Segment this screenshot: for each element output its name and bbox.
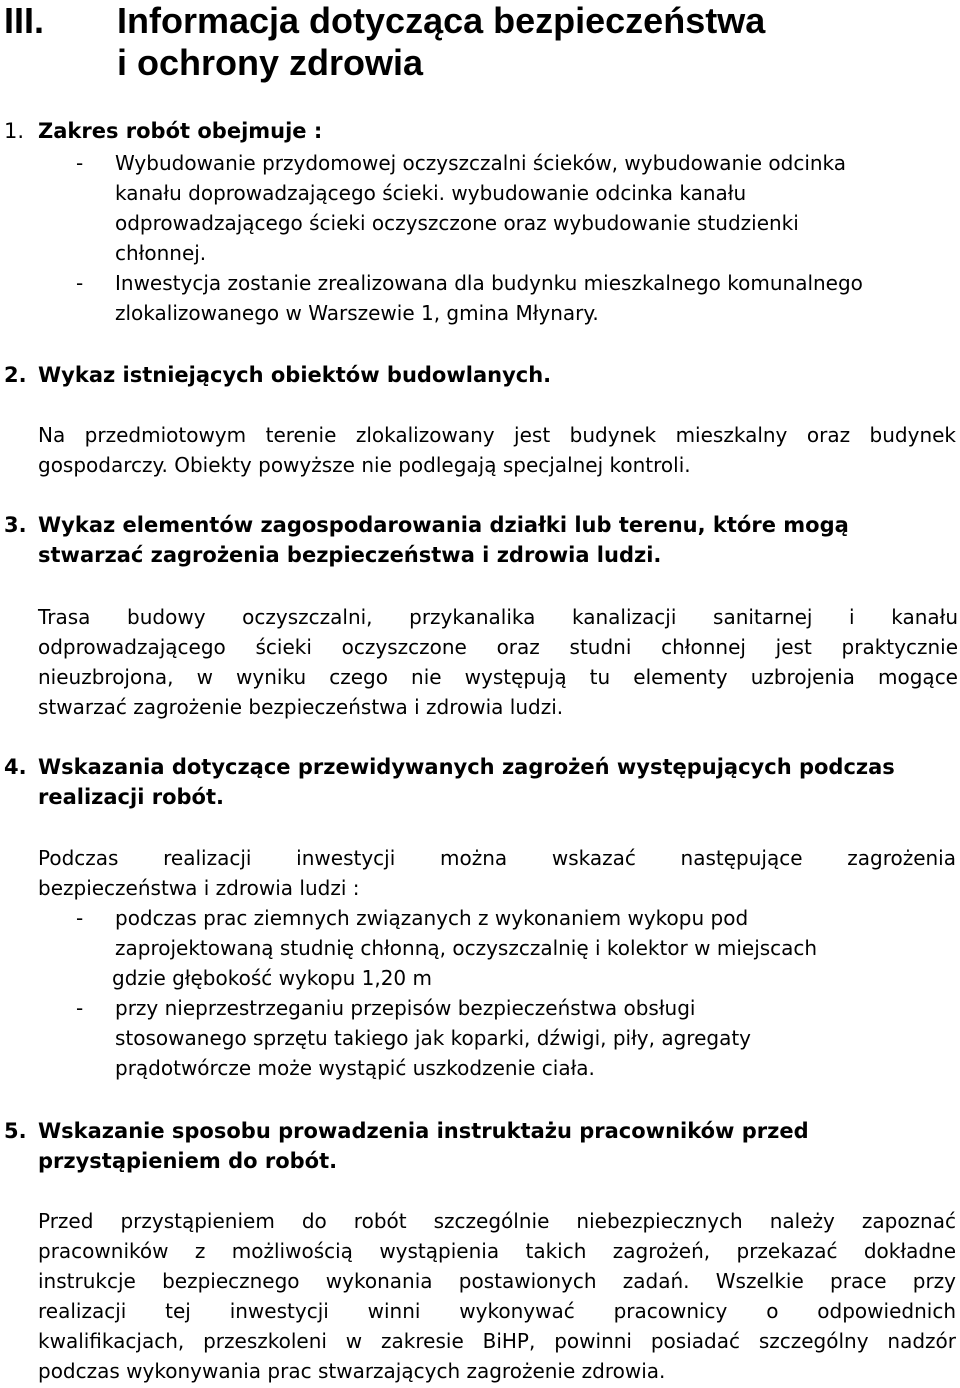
section-4-item-2-line: przy nieprzestrzeganiu przepisów bezpieczeństwa obsługi — [115, 996, 696, 1020]
section-4-item-2-line: prądotwórcze może wystąpić uszkodzenie ciała. — [115, 1056, 595, 1080]
section-2-paragraph-line: Na przedmiotowym terenie zlokalizowany jest budynek mieszkalny oraz budynek — [38, 423, 956, 447]
section-4-number: 4. — [4, 755, 27, 779]
chapter-title-line-1: Informacja dotycząca bezpieczeństwa — [117, 0, 766, 41]
chapter-number: III. — [4, 0, 45, 41]
section-5-title-line: Wskazanie sposobu prowadzenia instruktażu pracowników przed — [38, 1119, 809, 1143]
section-5-paragraph-line: podczas wykonywania prac stwarzających zagrożenie zdrowia. — [38, 1359, 666, 1383]
section-1-item-2-bullet: - — [76, 271, 84, 295]
section-3-title-line: Wykaz elementów zagospodarowania działki lub terenu, które mogą — [38, 513, 849, 537]
section-1-number: 1. — [4, 119, 25, 143]
section-5-paragraph-line: instrukcje bezpiecznego wykonania postawionych zadań. Wszelkie prace przy — [38, 1269, 956, 1293]
section-4-item-2-line: stosowanego sprzętu takiego jak koparki, dźwigi, piły, agregaty — [115, 1026, 751, 1050]
section-4-item-1-line: zaprojektowaną studnię chłonną, oczyszczalnię i kolektor w miejscach — [115, 936, 818, 960]
section-1-item-1-bullet: - — [76, 151, 84, 175]
section-5-paragraph-line: kwalifikacjach, przeszkoleni w zakresie BiHP, powinni posiadać szczególny nadzór — [38, 1329, 956, 1353]
section-1-item-1-line: odprowadzającego ścieki oczyszczone oraz wybudowanie studzienki — [115, 211, 799, 235]
section-4-item-2-bullet: - — [76, 996, 84, 1020]
section-1-item-1-line: chłonnej. — [115, 241, 207, 265]
section-3-paragraph-line: stwarzać zagrożenie bezpieczeństwa i zdrowia ludzi. — [38, 695, 564, 719]
section-5-paragraph-line: Przed przystąpieniem do robót szczególnie niebezpiecznych należy zapoznać — [38, 1209, 956, 1233]
section-1-item-1-line: Wybudowanie przydomowej oczyszczalni ścieków, wybudowanie odcinka — [115, 151, 847, 175]
section-2-title: Wykaz istniejących obiektów budowlanych. — [38, 363, 552, 387]
section-1-title: Zakres robót obejmuje : — [38, 119, 323, 143]
section-3-paragraph-line: odprowadzającego ścieki oczyszczone oraz studni chłonnej jest praktycznie — [38, 635, 958, 659]
section-4-item-1-bullet: - — [76, 906, 84, 930]
section-2-paragraph-line: gospodarczy. Obiekty powyższe nie podlegają specjalnej kontroli. — [38, 453, 691, 477]
section-4-title-line: Wskazania dotyczące przewidywanych zagrożeń występujących podczas — [38, 755, 895, 779]
section-1-item-1-line: kanału doprowadzającego ścieki. wybudowanie odcinka kanału — [115, 181, 747, 205]
section-4-intro-line: bezpieczeństwa i zdrowia ludzi : — [38, 876, 360, 900]
section-2-number: 2. — [4, 363, 27, 387]
section-3-number: 3. — [4, 513, 27, 537]
section-4-title-line: realizacji robót. — [38, 785, 224, 809]
section-5-paragraph-line: pracowników z możliwością wystąpienia takich zagrożeń, przekazać dokładne — [38, 1239, 956, 1263]
section-4-intro-line: Podczas realizacji inwestycji można wskazać następujące zagrożenia — [38, 846, 956, 870]
section-5-paragraph-line: realizacji tej inwestycji winni wykonywać pracownicy o odpowiednich — [38, 1299, 956, 1323]
section-1-item-2-line: Inwestycja zostanie zrealizowana dla budynku mieszkalnego komunalnego — [115, 271, 863, 295]
section-5-title-line: przystąpieniem do robót. — [38, 1149, 338, 1173]
section-3-paragraph-line: Trasa budowy oczyszczalni, przykanalika kanalizacji sanitarnej i kanału — [38, 605, 958, 629]
section-3-title-line: stwarzać zagrożenia bezpieczeństwa i zdrowia ludzi. — [38, 543, 662, 567]
section-3-paragraph-line: nieuzbrojona, w wyniku czego nie występują tu elementy uzbrojenia mogące — [38, 665, 958, 689]
section-5-number: 5. — [4, 1119, 27, 1143]
chapter-title-line-2: i ochrony zdrowia — [117, 42, 424, 83]
section-4-item-1-line: gdzie głębokość wykopu 1,20 m — [112, 966, 432, 990]
section-1-item-2-line: zlokalizowanego w Warszewie 1, gmina Młynary. — [115, 301, 599, 325]
section-4-item-1-line: podczas prac ziemnych związanych z wykonaniem wykopu pod — [115, 906, 749, 930]
